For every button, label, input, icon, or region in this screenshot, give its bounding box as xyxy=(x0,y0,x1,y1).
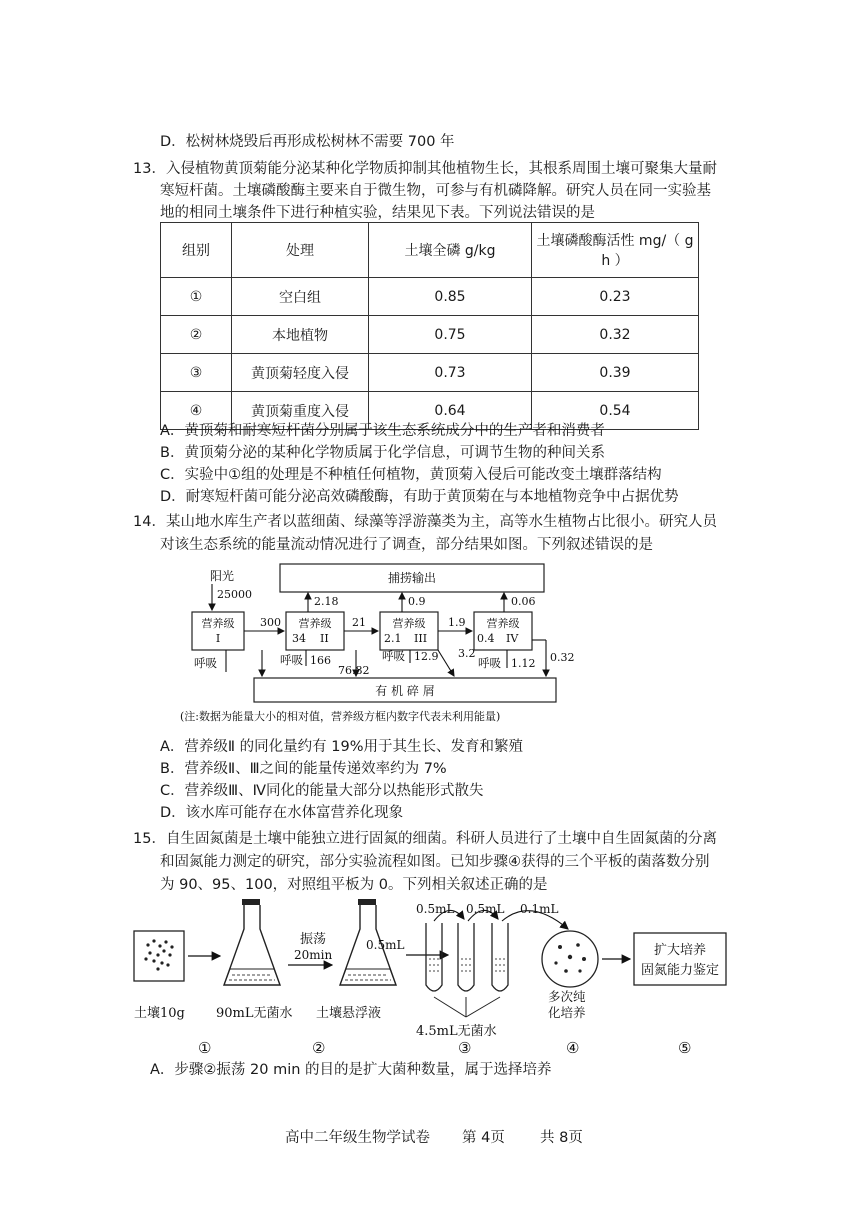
table-cell: ④ xyxy=(161,392,232,430)
resp1-label: 呼吸 xyxy=(194,656,217,670)
transfer2: 0.5mL xyxy=(416,902,455,916)
level3-unused: 2.1 xyxy=(384,632,402,645)
table-cell: 0.73 xyxy=(369,354,532,392)
level2-unused: 34 xyxy=(292,632,306,645)
header-phosphatase-line2: h ） xyxy=(601,253,629,269)
table-cell: 空白组 xyxy=(232,278,369,316)
v-debris4: 0.32 xyxy=(550,651,575,664)
v-debris3: 3.2 xyxy=(458,647,476,660)
q12-option-d: D．松树林烧毁后再形成松树林不需要 700 年 xyxy=(160,134,455,150)
header-treatment: 处理 xyxy=(232,223,369,278)
level4-label: 营养级 xyxy=(486,617,520,630)
soil-label: 土壤10g xyxy=(134,1006,185,1021)
v-resp4: 1.12 xyxy=(511,657,536,670)
q14-energy-flow-diagram xyxy=(180,560,600,726)
table-cell: 本地植物 xyxy=(232,316,369,354)
step-2: ② xyxy=(312,1039,326,1057)
step-1: ① xyxy=(198,1039,212,1057)
table-cell: 0.54 xyxy=(532,392,699,430)
box-line1: 扩大培养 xyxy=(653,943,707,958)
header-group: 组别 xyxy=(161,223,232,278)
shake-label: 振荡 xyxy=(300,932,327,947)
level1-label: 营养级 xyxy=(201,617,235,630)
q14-option-b: B．营养级Ⅱ、Ⅲ之间的能量传递效率约为 7% xyxy=(160,761,447,777)
transfer4: 0.1mL xyxy=(520,902,559,916)
diagram-note: (注:数据为能量大小的相对值，营养级方框内数字代表未利用能量) xyxy=(180,710,501,723)
table-cell: 0.39 xyxy=(532,354,699,392)
water90-label: 90mL无菌水 xyxy=(216,1006,293,1021)
transfer1: 0.5mL xyxy=(366,938,405,952)
resp3-label: 呼吸 xyxy=(382,649,405,663)
table-cell: ① xyxy=(161,278,232,316)
table-cell: 0.32 xyxy=(532,316,699,354)
q14-option-a: A．营养级Ⅱ 的同化量约有 19%用于其生长、发育和繁殖 xyxy=(160,739,524,755)
box-line2: 固氮能力鉴定 xyxy=(640,963,720,978)
sunlight-label: 阳光 xyxy=(210,569,235,583)
table-cell: 0.64 xyxy=(369,392,532,430)
table-row xyxy=(161,278,699,316)
flask1 xyxy=(224,905,280,985)
header-phosphatase-activity xyxy=(532,223,699,278)
level4-num: IV xyxy=(506,632,519,645)
level2-label: 营养级 xyxy=(298,617,332,630)
header-phosphatase-line1: 土壤磷酸酶活性 mg/（ g xyxy=(536,233,694,249)
water45-label: 4.5mL无菌水 xyxy=(416,1024,497,1039)
suspension-label: 土壤悬浮液 xyxy=(316,1006,382,1021)
v-1-2: 300 xyxy=(260,616,281,629)
step-4: ④ xyxy=(566,1039,580,1057)
culture-line2: 化培养 xyxy=(548,1005,586,1020)
q13-results-table xyxy=(160,222,699,430)
table-cell: 0.85 xyxy=(369,278,532,316)
level1-num: I xyxy=(215,632,221,645)
transfer3: 0.5mL xyxy=(466,902,505,916)
v-resp2: 166 xyxy=(310,654,331,667)
v-3-4: 1.9 xyxy=(448,616,466,629)
v-debris2: 76.82 xyxy=(338,664,370,677)
shake-time: 20min xyxy=(294,948,333,962)
table-cell: 0.23 xyxy=(532,278,699,316)
q15-stem-line2: 和固氮能力测定的研究，部分实验流程如图。已知步骤④获得的三个平板的菌落数分别 xyxy=(160,854,710,870)
v-resp3: 12.9 xyxy=(414,650,439,663)
table-cell: 0.75 xyxy=(369,316,532,354)
table-cell: ③ xyxy=(161,354,232,392)
resp2-label: 呼吸 xyxy=(280,653,303,667)
level4-unused: 0.4 xyxy=(477,632,495,645)
table-row xyxy=(161,316,699,354)
q14-stem-line1: 14．某山地水库生产者以蓝细菌、绿藻等浮游藻类为主，高等水生植物占比很小。研究人员 xyxy=(133,514,717,530)
v-2-3: 21 xyxy=(352,616,366,629)
soil-particles xyxy=(144,939,173,970)
q13-option-d: D．耐寒短杆菌可能分泌高效磷酸酶，有助于黄顶菊在与本地植物竞争中占据优势 xyxy=(160,489,679,505)
v-harvest3: 0.9 xyxy=(408,595,426,608)
q13-option-b: B．黄顶菊分泌的某种化学物质属于化学信息，可调节生物的种间关系 xyxy=(160,445,605,461)
q13-option-c: C．实验中①组的处理是不种植任何植物，黄顶菊入侵后可能改变土壤群落结构 xyxy=(160,467,662,483)
q15-experiment-flow-diagram xyxy=(130,893,740,1058)
v-harvest4: 0.06 xyxy=(511,595,536,608)
level3-num: III xyxy=(414,632,428,645)
q15-stem-line1: 15．自生固氮菌是土壤中能独立进行固氮的细菌。科研人员进行了土壤中自生固氮菌的分离 xyxy=(133,831,717,847)
step-3: ③ xyxy=(458,1039,472,1057)
q15-option-a: A．步骤②振荡 20 min 的目的是扩大菌种数量，属于选择培养 xyxy=(150,1062,552,1078)
debris-label: 有 机 碎 屑 xyxy=(375,684,435,698)
footer-page: 第 4页 xyxy=(462,1130,505,1146)
test-tubes xyxy=(426,923,508,991)
footer-total: 共 8页 xyxy=(540,1130,583,1146)
table-cell: ② xyxy=(161,316,232,354)
q14-option-c: C．营养级Ⅲ、Ⅳ同化的能量大部分以热能形式散失 xyxy=(160,783,484,799)
q15-stem-line3: 为 90、95、100，对照组平板为 0。下列相关叙述正确的是 xyxy=(160,877,548,893)
table-row xyxy=(161,354,699,392)
table-cell: 黄顶菊轻度入侵 xyxy=(232,354,369,392)
sunlight-value: 25000 xyxy=(217,588,252,601)
q13-stem-line1: 13．入侵植物黄顶菊能分泌某种化学物质抑制其他植物生长，其根系周围土壤可聚集大量耐 xyxy=(133,161,717,177)
harvest-label: 捕捞输出 xyxy=(387,571,437,585)
resp4-label: 呼吸 xyxy=(478,656,501,670)
q13-stem-line2: 寒短杆菌。土壤磷酸酶主要来自于微生物，可参与有机磷降解。研究人员在同一实验基 xyxy=(160,183,711,199)
footer-title: 高中二年级生物学试卷 xyxy=(285,1130,430,1146)
table-header-row xyxy=(161,223,699,278)
step-5: ⑤ xyxy=(678,1039,692,1057)
table-cell: 黄顶菊重度入侵 xyxy=(232,392,369,430)
v-harvest2: 2.18 xyxy=(314,595,339,608)
level3-label: 营养级 xyxy=(392,617,426,630)
q14-stem-line2: 对该生态系统的能量流动情况进行了调查，部分结果如图。下列叙述错误的是 xyxy=(160,537,653,553)
culture-line1: 多次纯 xyxy=(548,989,586,1004)
level2-num: II xyxy=(320,632,329,645)
q13-stem-line3: 地的相同土壤条件下进行种植实验，结果见下表。下列说法错误的是 xyxy=(160,205,595,221)
q14-option-d: D．该水库可能存在水体富营养化现象 xyxy=(160,805,404,821)
header-total-phosphorus: 土壤全磷 g/kg xyxy=(369,223,532,278)
q13-option-a: A．黄顶菊和耐寒短杆菌分别属于该生态系统成分中的生产者和消费者 xyxy=(160,423,605,439)
